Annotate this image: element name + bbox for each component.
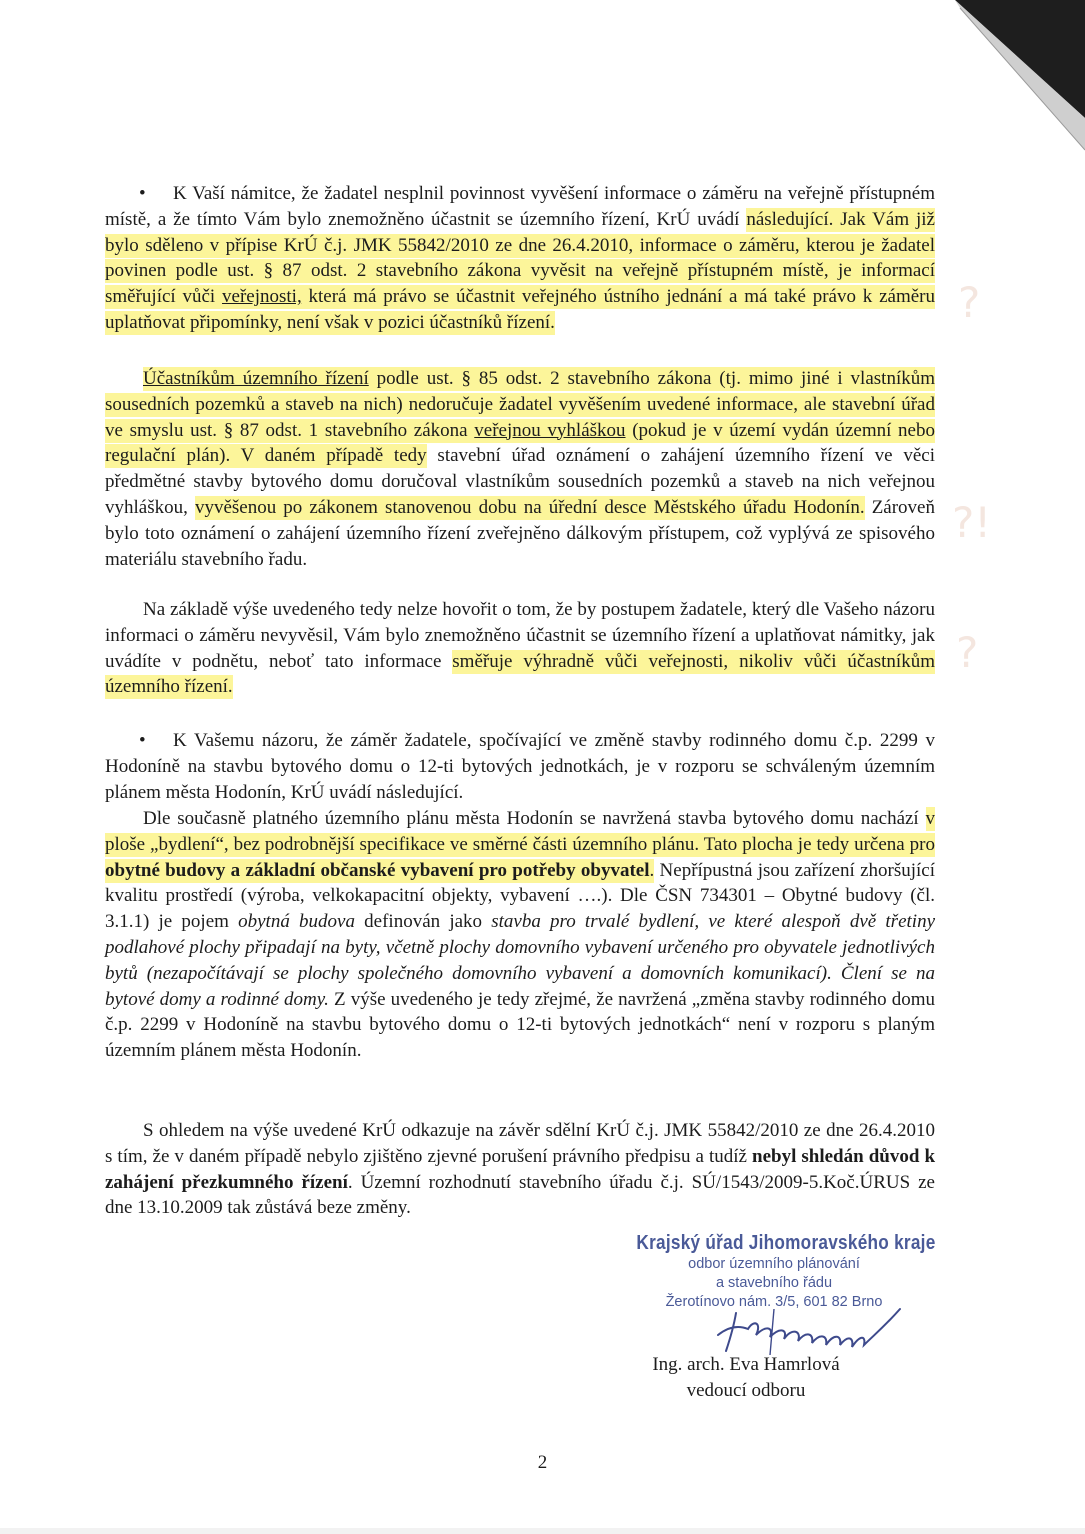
stamp-office-name: Krajský úřad Jihomoravského kraje bbox=[636, 1232, 936, 1254]
paragraph-text: Nepřípustná jsou zařízení zhoršující kvalitu prostředí (výroba, velkokapacitní objekty, vybavení ….). Dle ČSN 734301 – Obytné budovy (čl. 3.1.1) je pojem bbox=[105, 859, 935, 933]
highlighted-text: . bbox=[649, 859, 655, 881]
margin-question-mark: ? bbox=[958, 278, 981, 327]
highlighted-text: vyvěšenou po zákonem stanovenou dobu na úřední desce Městského úřadu Hodonín. bbox=[194, 496, 865, 518]
highlighted-text: následující. Jak Vám již bylo sděleno v přípise KrÚ č.j. JMK 55842/2010 ze dne 26.4.2010, informace o záměru, kterou je žadatel povinen podle ust. § 87 odst. 2 stavebního zákona vyvěsit na veřejně přístupném místě, je informací směřující vůči bbox=[105, 208, 935, 308]
italic-definition: stavba pro trvalé bydlení, ve které alespoň dvě třetiny podlahové plochy připadají na byty, včetně plochy domovního vybavení určeného pro obyvatele jednotlivých bytů (nezapočítávají se plochy společného domovního vybavení a domovních komunikací). Člení se na bytové domy a rodinné domy. bbox=[105, 911, 936, 1010]
highlighted-text: v ploše „bydlení“, bez podrobnější specifikace ve směrné části územního plánu. Tato plocha je tedy určena pro bbox=[105, 808, 935, 855]
bullet-item bbox=[105, 728, 935, 805]
highlighted-text: směřuje výhradně vůči veřejnosti, nikoliv vůči účastníkům územního řízení. bbox=[105, 650, 935, 698]
stamp-department-cont: a stavebního řádu bbox=[715, 1275, 833, 1291]
bullet-marker: • bbox=[139, 730, 146, 751]
paragraph-text: stavební úřad oznámení o zahájení územního řízení ve věci předmětné stavby bytového domu doručoval vlastníkům sousedních pozemků a staveb na nich veřejnou vyhláškou, bbox=[105, 445, 935, 518]
underlined-highlighted-text: Účastníkům územního řízení bbox=[143, 368, 369, 389]
paragraph-text: Na základě výše uvedeného tedy nelze hovořit o tom, že by postupem žadatele, který dle Vašeho názoru informaci o záměru nevyvěsil, Vám bylo znemožněno účastnit se územního řízení a uplatňovat námitky, jak uvádíte v podnětu, neboť tato informace bbox=[105, 599, 935, 672]
signer-name: Ing. arch. Eva Hamrlová bbox=[652, 1354, 840, 1375]
office-stamp bbox=[614, 1232, 934, 1312]
paragraph-public-notice-objection bbox=[105, 181, 935, 336]
paragraph-text: definován jako bbox=[354, 911, 492, 933]
underlined-highlighted-text: veřejnou vyhláškou bbox=[474, 419, 626, 441]
margin-question-mark: ? bbox=[956, 628, 979, 677]
paragraph-participants-delivery bbox=[105, 366, 935, 572]
paragraph-conclusion-public bbox=[105, 597, 935, 700]
paragraph-text: K Vaší námitce, že žadatel nesplnil povinnost vyvěšení informace o záměru na veřejně přístupném místě, a že tímto Vám bylo znemožněno účastnit se územního řízení, KrÚ uvádí bbox=[105, 183, 935, 230]
signer-block bbox=[632, 1352, 860, 1403]
stamp-department: odbor územního plánování bbox=[688, 1256, 860, 1272]
paragraph-final-decision bbox=[105, 1118, 935, 1221]
highlighted-text: (pokud je v území vydán územní nebo regulační plán). V daném případě tedy bbox=[105, 419, 935, 467]
bullet-item bbox=[105, 181, 935, 336]
handwritten-signature bbox=[714, 1305, 904, 1357]
highlighted-text: podle ust. § 85 odst. 2 stavebního zákona (tj. mimo jiné i vlastníkům sousedních pozemků a staveb na nich) nedoručuje žadatel vyvěšením uvedené informace, ale stavební úřad ve smyslu ust. § 87 odst. 1 stavebního zákona bbox=[105, 368, 935, 441]
margin-question-exclamation-mark: ?! bbox=[952, 498, 992, 547]
paragraph-text: . Územní rozhodnutí stavebního úřadu č.j. SÚ/1543/2009-5.Koč.ÚRUS ze dne 13.10.2009 tak zůstává beze změny. bbox=[105, 1171, 935, 1219]
paragraph-text: S ohledem na výše uvedené KrÚ odkazuje na závěr sdělní KrÚ č.j. JMK 55842/2010 ze dne 26.4.2010 s tím, že v daném případě nebylo zjištěno zjevné porušení právního předpisu a tudíž bbox=[105, 1120, 935, 1167]
stamp-address: Žerotínovo nám. 3/5, 601 82 Brno bbox=[665, 1294, 883, 1310]
paragraph-zoning-plan-analysis bbox=[105, 806, 935, 1064]
bold-text: nebyl shledán důvod k zahájení přezkumného řízení bbox=[105, 1145, 936, 1193]
bullet-marker: • bbox=[139, 183, 146, 204]
highlighted-bold-text: obytné budovy a základní občanské vybavení pro potřeby obyvatel bbox=[105, 859, 650, 881]
italic-term: obytná budova bbox=[238, 911, 355, 933]
paragraph-zoning-plan-objection bbox=[105, 728, 935, 805]
paragraph-text: Zároveň bylo toto oznámení o zahájení územního řízení zveřejněno dálkovým přístupem, což vyplývá ze spisového materiálu stavebního řadu. bbox=[105, 496, 935, 570]
paragraph-text: Dle současně platného územního plánu města Hodonín se navržená stavba bytového domu nachází bbox=[143, 808, 926, 829]
paragraph-text: K Vašemu názoru, že záměr žadatele, spočívající ve změně stavby rodinného domu č.p. 2299 v Hodoníně na stavbu bytového domu o 12-ti bytových jednotkách, je v rozporu se schváleným územním plánem města Hodonín, KrÚ uvádí následující. bbox=[105, 730, 935, 803]
underlined-highlighted-text: veřejnosti, bbox=[222, 286, 302, 308]
paragraph-text: Z výše uvedeného je tedy zřejmé, že navržená „změna stavby rodinného domu č.p. 2299 v Hodoníně na stavbu bytového domu o 12-ti bytových jednotkách“ není v rozporu s planým územním plánem města Hodonín. bbox=[105, 988, 936, 1062]
page-number: 2 bbox=[537, 1452, 548, 1473]
signer-title: vedoucí odboru bbox=[686, 1379, 806, 1401]
highlighted-text: která má právo se účastnit veřejného ústního jednání a má také právo k záměru uplatňovat připomínky, není však v pozici účastníků řízení. bbox=[105, 286, 935, 333]
